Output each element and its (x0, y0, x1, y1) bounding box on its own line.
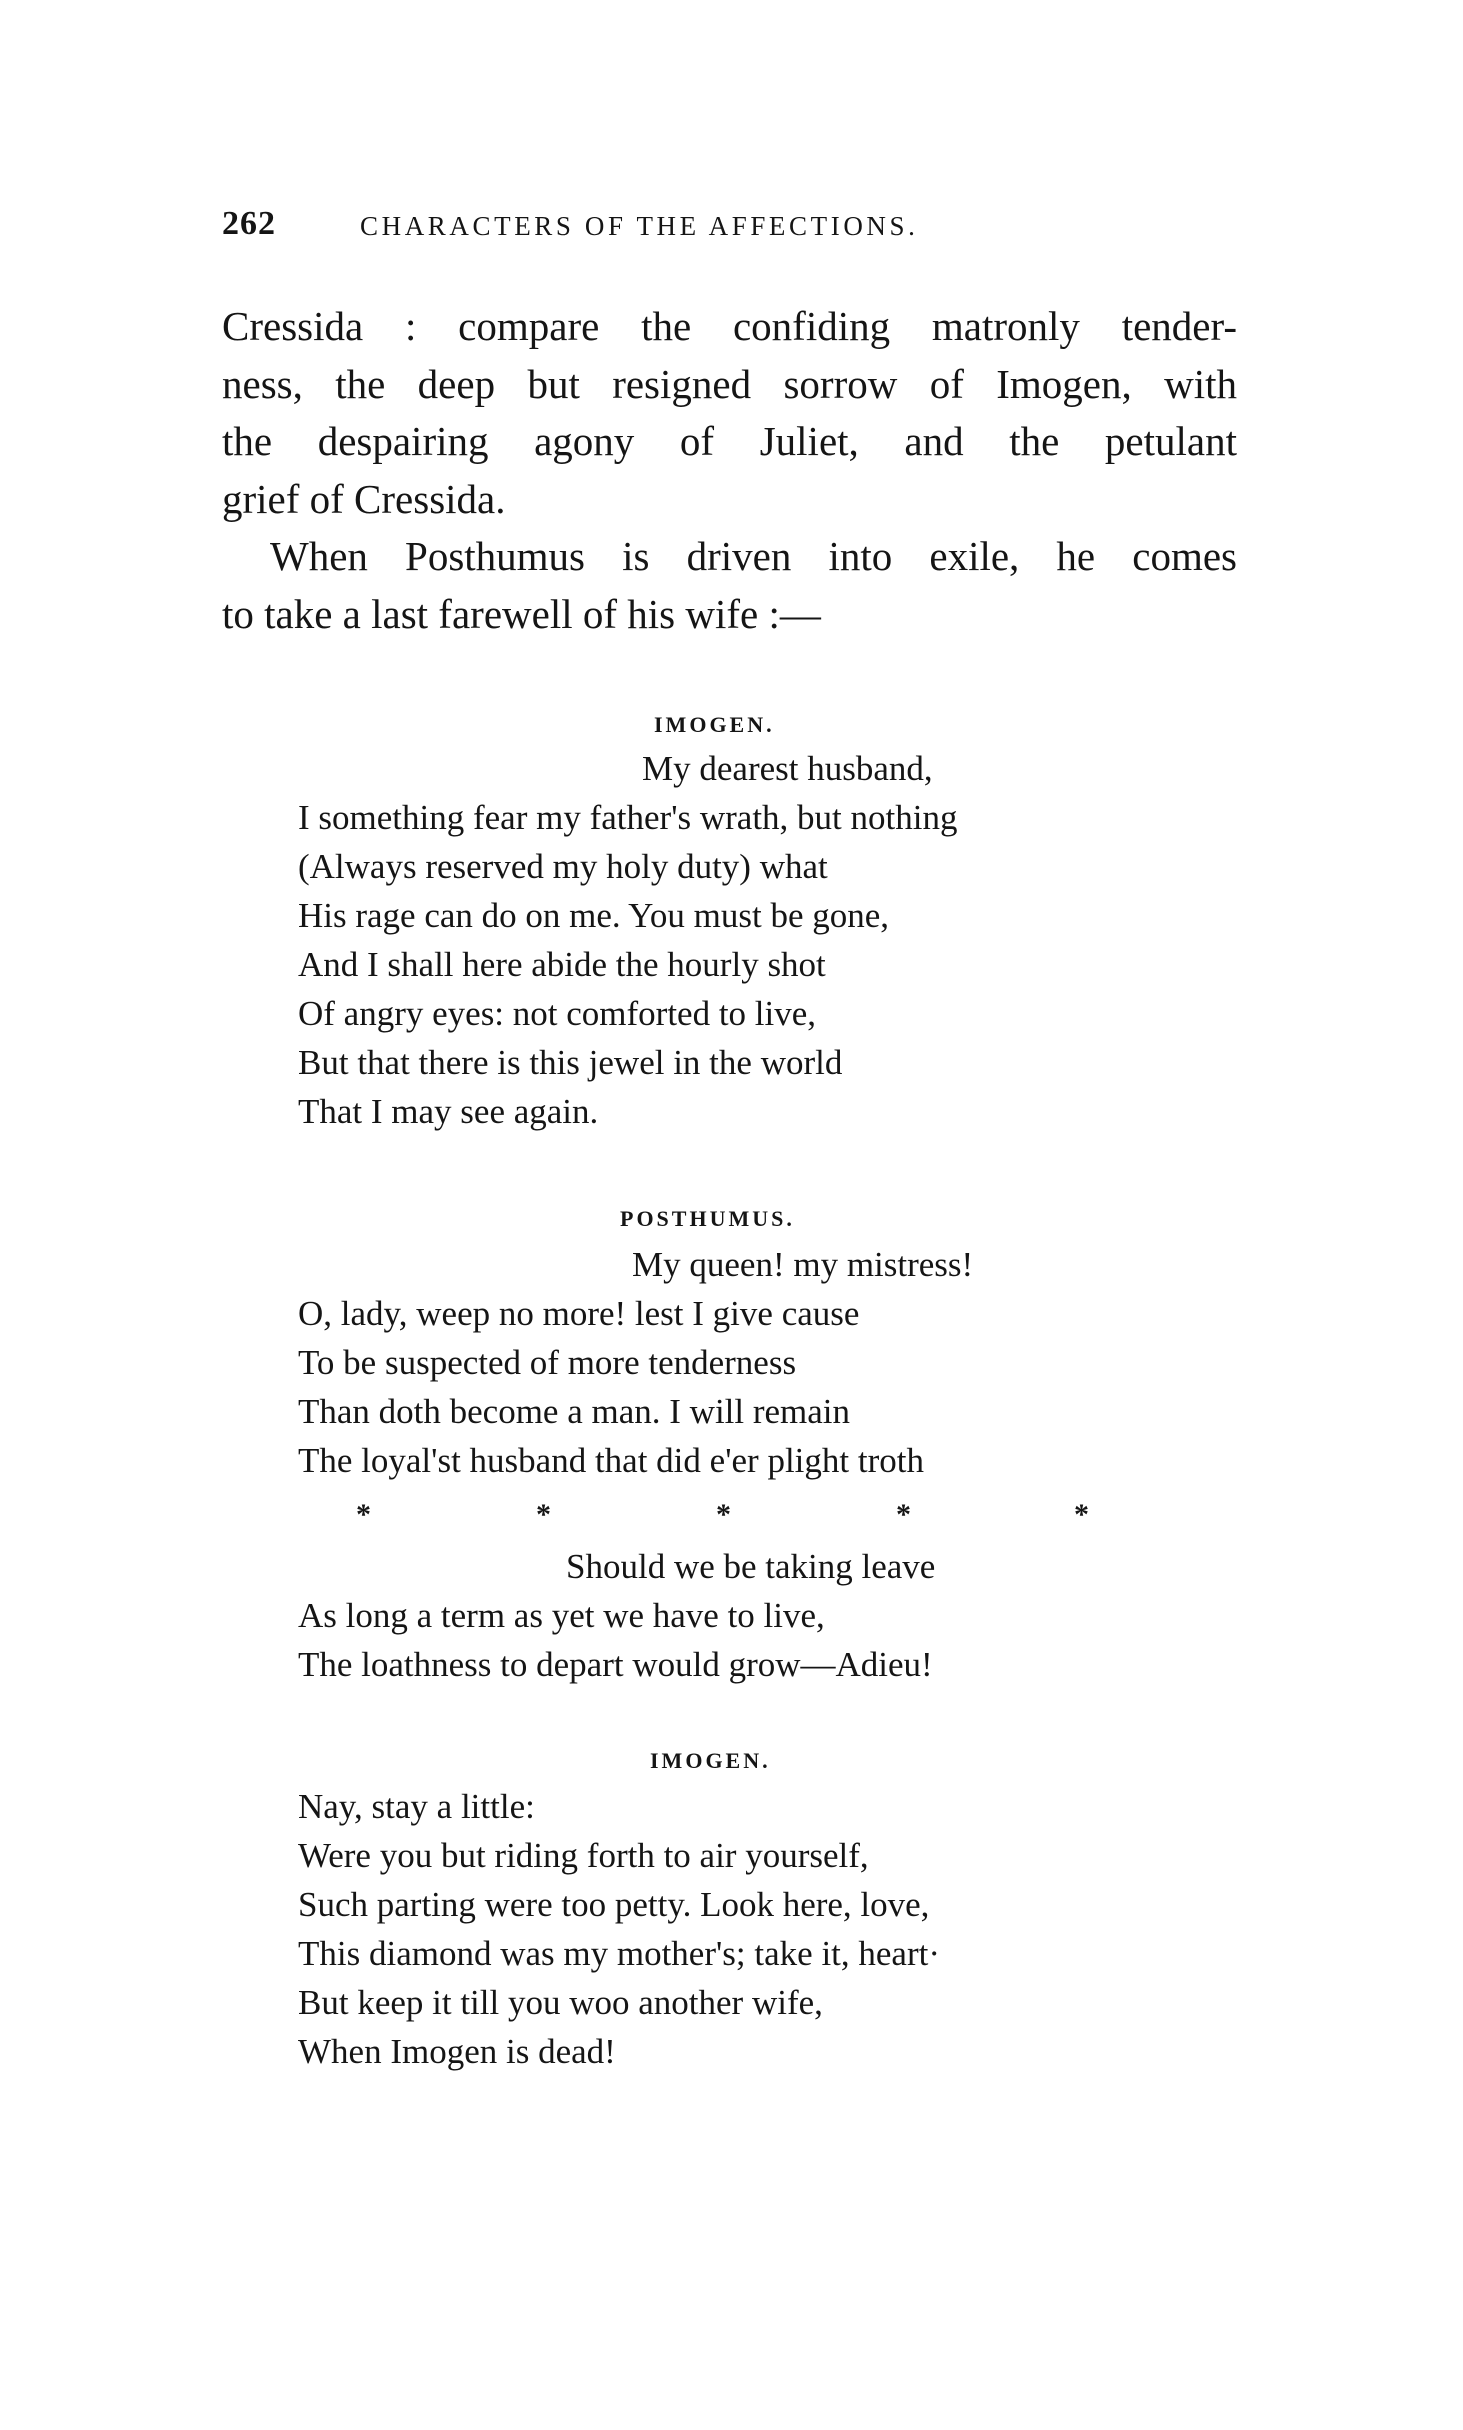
paragraph-2 (222, 528, 1237, 643)
asterisk: * (716, 1498, 731, 1531)
verse-line: As long a term as yet we have to live, (298, 1596, 825, 1635)
verse-block (298, 1782, 940, 2076)
asterisk: * (356, 1498, 371, 1531)
verse-line: The loathness to depart would grow—Adieu! (298, 1645, 933, 1684)
verse-line: His rage can do on me. You must be gone, (298, 896, 890, 935)
asterisk: * (536, 1498, 551, 1531)
verse-line: Were you but riding forth to air yourself, (298, 1836, 869, 1875)
paragraph-1 (222, 298, 1237, 528)
verse-line: When Imogen is dead! (298, 2032, 616, 2071)
verse-line: The loyal'st husband that did e'er plight troth (298, 1441, 924, 1480)
verse-block (298, 1542, 935, 1689)
page-number: 262 (222, 205, 276, 242)
prose-line: When Posthumus is driven into exile, he comes (270, 533, 1237, 579)
verse-line: My queen! my mistress! (632, 1245, 974, 1284)
ellipsis-asterisks (298, 1498, 1118, 1538)
asterisk: * (1074, 1498, 1089, 1531)
verse-block (298, 744, 957, 1136)
speaker-name: POSTHUMUS. (620, 1206, 795, 1231)
page-header (222, 205, 1122, 255)
prose-line: Cressida : compare the confiding matronly tender- (222, 303, 1237, 349)
speech-imogen-1 (298, 700, 1198, 1180)
verse-line: O, lady, weep no more! lest I give cause (298, 1294, 860, 1333)
verse-line: But that there is this jewel in the world (298, 1043, 843, 1082)
asterisk: * (896, 1498, 911, 1531)
verse-line: To be suspected of more tenderness (298, 1343, 797, 1382)
verse-line: And I shall here abide the hourly shot (298, 945, 826, 984)
speech-posthumus (298, 1200, 1198, 1720)
verse-line: This diamond was my mother's; take it, heart· (298, 1934, 940, 1973)
speaker-name: IMOGEN. (654, 712, 775, 737)
verse-line: Such parting were too petty. Look here, love, (298, 1885, 930, 1924)
verse-line: Should we be taking leave (566, 1547, 936, 1586)
verse-block (298, 1240, 973, 1485)
speech-imogen-2 (298, 1740, 1198, 2140)
prose-line: ness, the deep but resigned sorrow of Imogen, with (222, 360, 1237, 407)
running-head: CHARACTERS OF THE AFFECTIONS. (360, 211, 919, 241)
prose-line: grief of Cressida. (222, 475, 506, 522)
prose-block (222, 298, 1237, 643)
verse-line: Than doth become a man. I will remain (298, 1392, 851, 1431)
verse-line: That I may see again. (298, 1092, 599, 1131)
verse-line: Nay, stay a little: (298, 1787, 535, 1826)
verse-line: Of angry eyes: not comforted to live, (298, 994, 817, 1033)
verse-line: But keep it till you woo another wife, (298, 1983, 823, 2022)
prose-line: to take a last farewell of his wife :— (222, 590, 821, 637)
prose-line: the despairing agony of Juliet, and the petulant (222, 418, 1237, 464)
verse-line: (Always reserved my holy duty) what (298, 847, 828, 886)
speaker-name: IMOGEN. (650, 1748, 771, 1773)
verse-line: I something fear my father's wrath, but nothing (298, 798, 958, 837)
verse-line: My dearest husband, (642, 749, 933, 788)
